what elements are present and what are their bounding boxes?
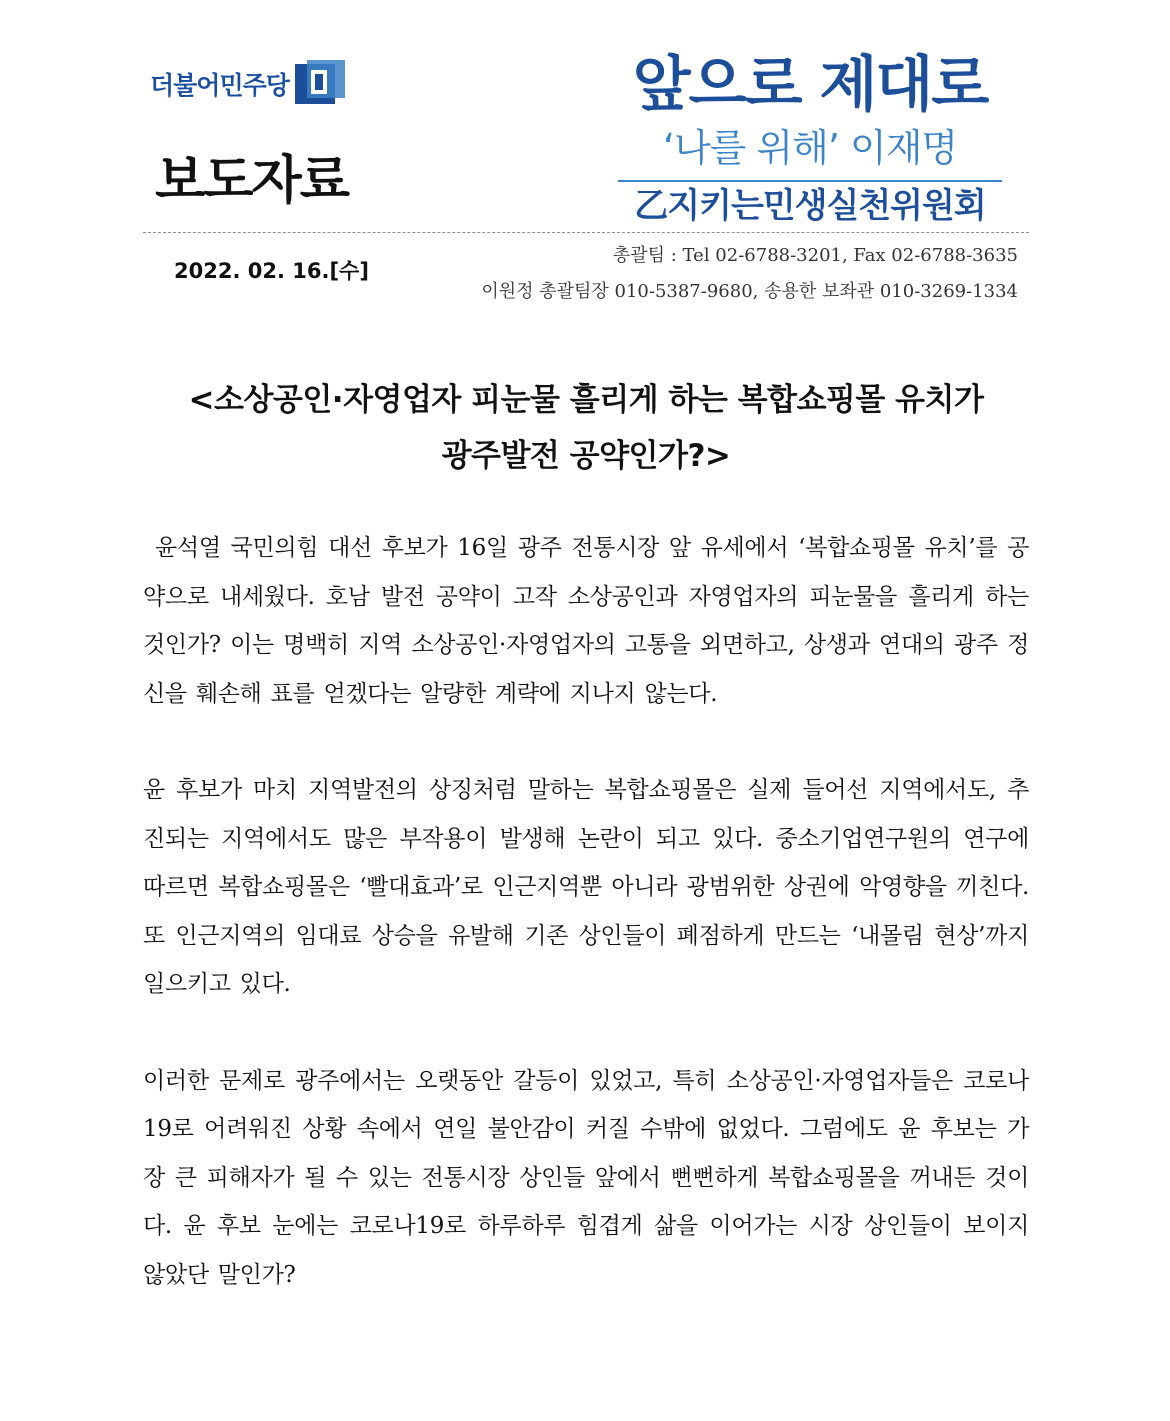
header-divider	[143, 232, 1029, 233]
headline	[143, 372, 1029, 484]
slogan-sub: ‘나를 위해’ 이재명	[662, 126, 958, 170]
contact-info	[481, 238, 1018, 310]
campaign-slogan	[600, 50, 1020, 230]
contact-line-team: 총괄팀 : Tel 02-6788-3201, Fax 02-6788-3635	[612, 245, 1018, 266]
body-paragraph-3: 이러한 문제로 광주에서는 오랫동안 갈등이 있었고, 특히 소상공인·자영업자들은 코로나19로 어려워진 상황 속에서 연일 불안감이 커질 수밖에 없었다. 그럼에도 윤 후보는 가장 큰 피해자가 될 수 있는 전통시장 상인들 앞에서 뻔뻔하게 복합쇼핑몰을 꺼내든 것이다. 윤 후보 눈에는 코로나19로 하루하루 힘겹게 삶을 이어가는 시장 상인들이 보이지 않았단 말인가?	[143, 1067, 1029, 1288]
headline-line-2: 광주발전 공약인가?>	[441, 438, 731, 474]
slogan-main: 앞으로 제대로	[632, 50, 988, 120]
body-paragraph-1: 윤석열 국민의힘 대선 후보가 16일 광주 전통시장 앞 유세에서 ‘복합쇼핑몰 유치’를 공약으로 내세웠다. 호남 발전 공약이 고작 소상공인과 자영업자의 피눈물을 흘리게 하는 것인가? 이는 명백히 지역 소상공인·자영업자의 고통을 외면하고, 상생과 연대의 광주 정신을 훼손해 표를 얻겠다는 알량한 계략에 지나지 않는다.	[143, 535, 1029, 707]
doc-type-title: 보도자료	[155, 151, 348, 211]
contact-line-persons: 이원정 총괄팀장 010-5387-9680, 송용한 보좌관 010-3269-1334	[481, 281, 1018, 302]
headline-line-1: <소상공인·자영업자 피눈물 흘리게 하는 복합쇼핑몰 유치가	[188, 382, 984, 418]
body-paragraph-2: 윤 후보가 마치 지역발전의 상징처럼 말하는 복합쇼핑몰은 실제 들어선 지역에서도, 추진되는 지역에서도 많은 부작용이 발생해 논란이 되고 있다. 중소기업연구원의 연구에 따르면 복합쇼핑몰은 ‘빨대효과’로 인근지역뿐 아니라 광범위한 상권에 악영향을 끼친다. 또 인근지역의 임대료 상승을 유발해 기존 상인들이 폐점하게 만드는 ‘내몰림 현상’까지 일으키고 있다.	[143, 777, 1029, 997]
release-date: 2022. 02. 16.[수]	[174, 259, 369, 283]
body-text	[143, 524, 1029, 1347]
party-logo	[150, 58, 347, 110]
committee-name: 乙지키는민생실천위원회	[634, 186, 986, 226]
party-emblem-icon	[293, 58, 347, 110]
party-name: 더불어민주당	[150, 71, 289, 100]
